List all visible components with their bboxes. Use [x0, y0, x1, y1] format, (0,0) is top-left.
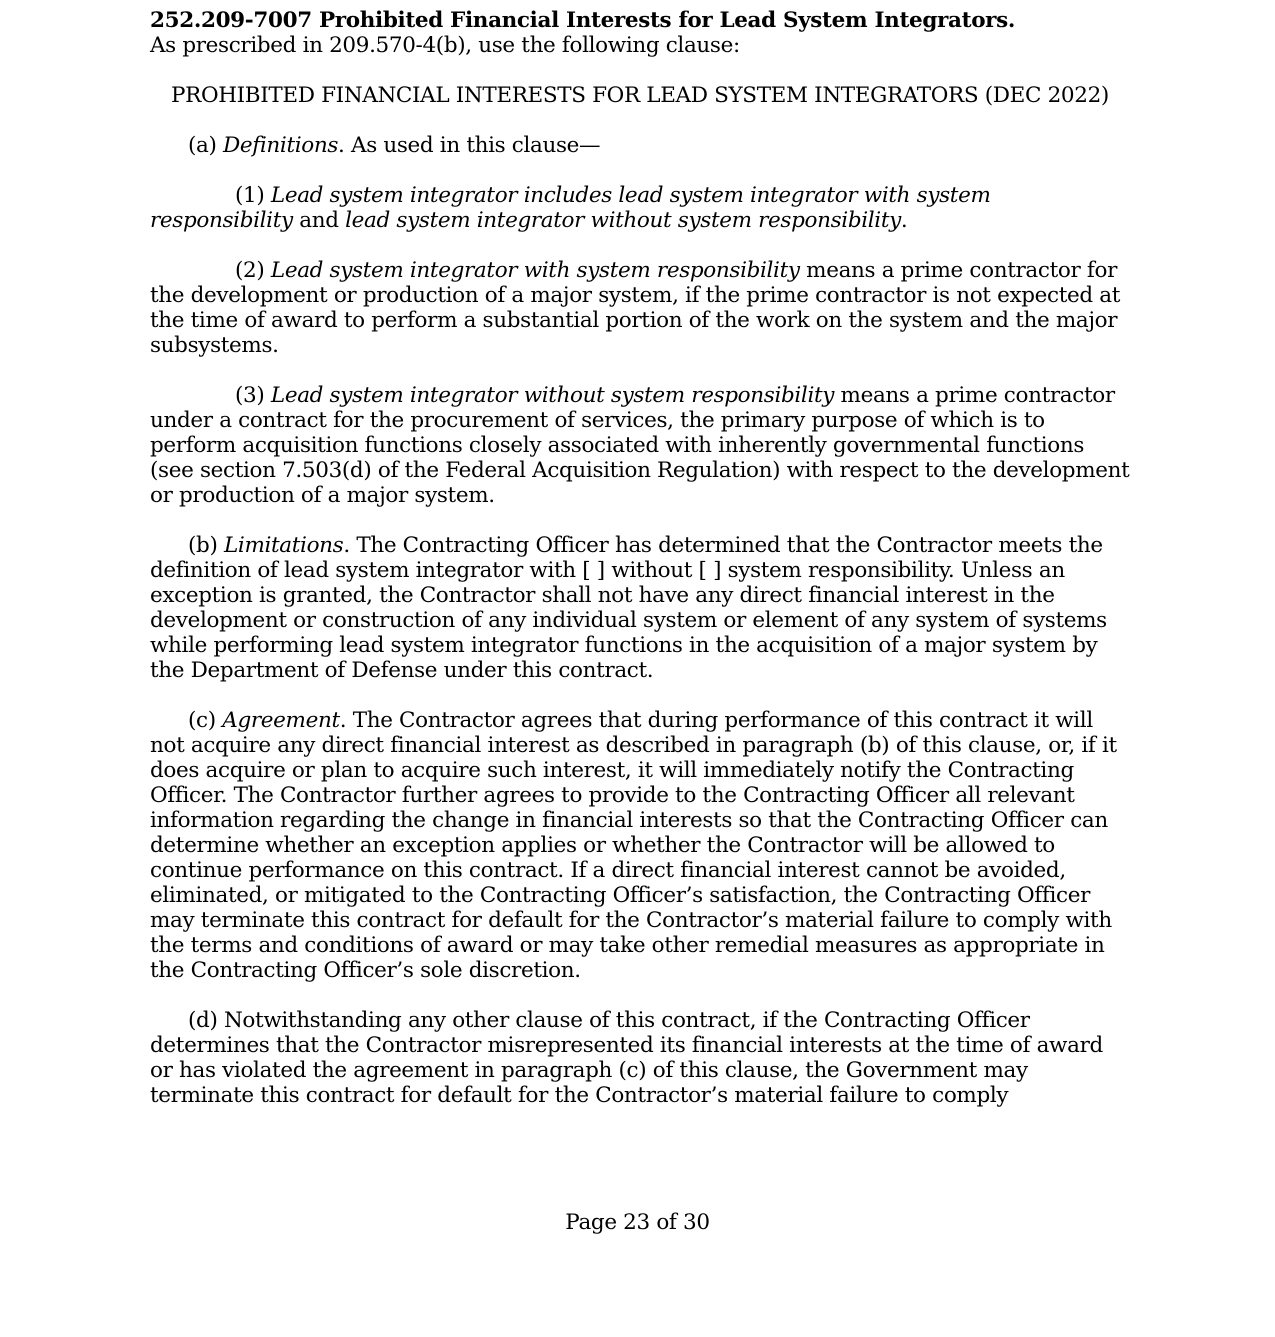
prescription-text: As prescribed in 209.570-4(b), use the following clause:: [150, 33, 740, 58]
paragraph-b-text: . The Contracting Officer has determined that the Contractor meets the definition of lead system integrator with [ ] without [ ] system responsibility. Unless an exception is granted, the Contractor shall not have any direct financial interest in the development or construction of any individual system or element of any system of systems while performing lead system integrator functions in the acquisition of a major system by the Department of Defense under this contract.: [150, 533, 1107, 683]
paragraph-a3-prefix: (3): [235, 383, 271, 408]
clause-title: PROHIBITED FINANCIAL INTERESTS FOR LEAD SYSTEM INTEGRATORS (DEC 2022): [171, 83, 1109, 108]
paragraph-a2-prefix: (2): [235, 258, 271, 283]
paragraph-a2-text: means a prime contractor for the development or production of a major system, if the prime contractor is not expected at the time of award to perform a substantial portion of the work on the system and the major subsystems.: [150, 258, 1121, 358]
paragraph-a1-mid: and: [292, 208, 346, 233]
paragraph-a1-term1: Lead system integrator includes lead system integrator with system responsibility: [150, 183, 991, 233]
document-page: [150, 8, 1130, 1108]
paragraph-a3: [150, 383, 1130, 508]
paragraph-a1-end: .: [900, 208, 908, 233]
paragraph-a1-term2: lead system integrator without system responsibility: [345, 208, 901, 233]
paragraph-a3-text: means a prime contractor under a contract for the procurement of services, the primary purpose of which is to perform acquisition functions closely associated with inherently governmental functions (see section 7.503(d) of the Federal Acquisition Regulation) with respect to the development or production of a major system.: [150, 383, 1130, 508]
paragraph-a-text: . As used in this clause—: [338, 133, 601, 158]
paragraph-c: [150, 708, 1130, 983]
paragraph-a-term: Definitions: [223, 133, 339, 158]
paragraph-b-prefix: (b): [188, 533, 224, 558]
paragraph-c-prefix: (c): [188, 708, 223, 733]
paragraph-a2-term: Lead system integrator with system responsibility: [270, 258, 800, 283]
paragraph-a-prefix: (a): [188, 133, 224, 158]
paragraph-a3-term: Lead system integrator without system responsibility: [270, 383, 835, 408]
paragraph-b: [150, 533, 1130, 683]
paragraph-a1: [150, 183, 1130, 233]
paragraph-d: (d) Notwithstanding any other clause of this contract, if the Contracting Officer determines that the Contractor misrepresented its financial interests at the time of award or has violated the agreement in paragraph (c) of this clause, the Government may terminate this contract for default for the Contractor’s material failure to comply: [150, 1008, 1103, 1108]
page-number-footer: Page 23 of 30: [565, 1210, 710, 1235]
paragraph-a1-prefix: (1): [235, 183, 271, 208]
paragraph-b-term: Limitations: [223, 533, 344, 558]
paragraph-a: [150, 133, 1130, 158]
paragraph-a2: [150, 258, 1130, 358]
paragraph-c-text: . The Contractor agrees that during performance of this contract it will not acquire any direct financial interest as described in paragraph (b) of this clause, or, if it does acquire or plan to acquire such interest, it will immediately notify the Contracting Officer. The Contractor further agrees to provide to the Contracting Officer all relevant information regarding the change in financial interests so that the Contracting Officer can determine whether an exception applies or whether the Contractor will be allowed to continue performance on this contract. If a direct financial interest cannot be avoided, eliminated, or mitigated to the Contracting Officer’s satisfaction, the Contracting Officer may terminate this contract for default for the Contractor’s material failure to comply with the terms and conditions of award or may take other remedial measures as appropriate in the Contracting Officer’s sole discretion.: [150, 708, 1117, 983]
section-heading: 252.209-7007 Prohibited Financial Interests for Lead System Integrators.: [150, 8, 1016, 33]
paragraph-c-term: Agreement: [222, 708, 340, 733]
